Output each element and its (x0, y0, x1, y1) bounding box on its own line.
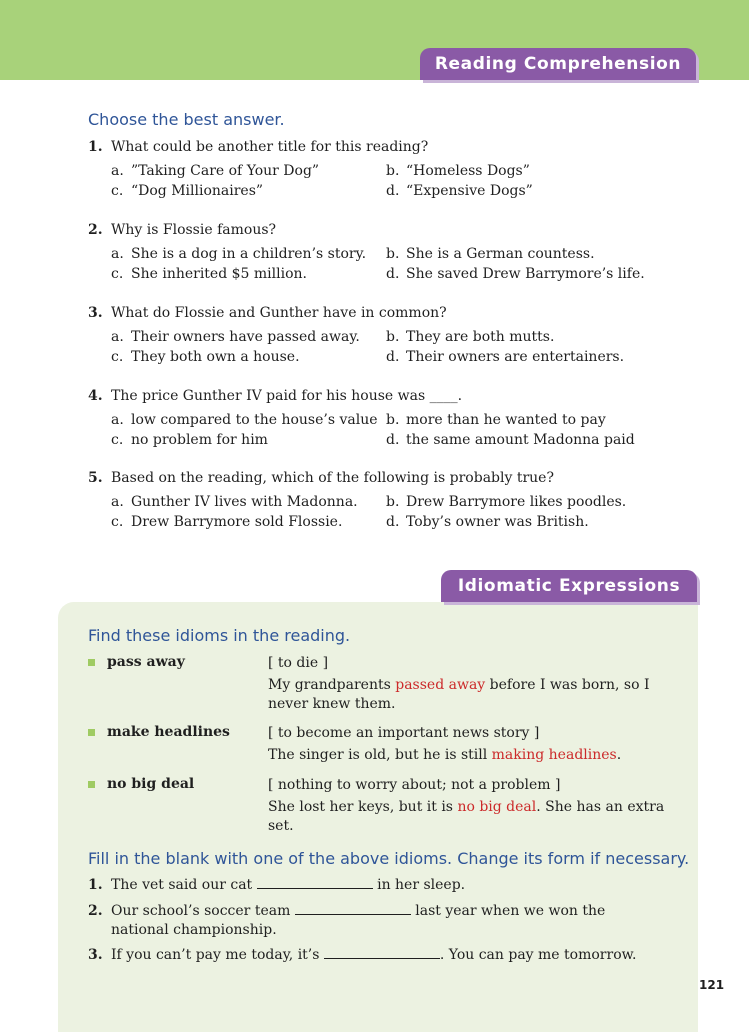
option-letter: b. (386, 494, 400, 510)
instruction-find-idioms: Find these idioms in the reading. (88, 626, 351, 645)
option-5c[interactable] (111, 512, 342, 532)
example-text: My grandparents (268, 677, 396, 693)
option-text: She is a German countess. (406, 246, 595, 262)
option-letter: b. (386, 412, 400, 428)
option-text: low compared to the house’s value (131, 412, 378, 428)
option-text: Drew Barrymore likes poodles. (406, 494, 627, 510)
option-letter: d. (386, 514, 400, 530)
instruction-choose-best-answer: Choose the best answer. (88, 110, 285, 129)
option-3a[interactable] (111, 327, 360, 347)
item-text: in her sleep. (372, 877, 466, 893)
option-4d[interactable] (386, 430, 635, 450)
item-number: 1. (88, 877, 103, 893)
answer-blank[interactable] (324, 946, 440, 959)
option-text: no problem for him (131, 432, 268, 448)
item-text: . You can pay me tomorrow. (439, 947, 637, 963)
example-text: . She has an extra set. (268, 799, 665, 834)
option-text: “Expensive Dogs” (406, 183, 533, 199)
option-letter: d. (386, 183, 400, 199)
option-2a[interactable] (111, 244, 366, 264)
option-letter: d. (386, 432, 400, 448)
question-number: 1. (88, 139, 103, 155)
idiom-definition: [ to die ] (268, 655, 329, 671)
item-text: last year when we won the national championship. (111, 903, 606, 938)
bullet-square-icon (88, 729, 95, 736)
question-number: 4. (88, 388, 103, 404)
option-letter: a. (111, 494, 124, 510)
option-5b[interactable] (386, 492, 626, 512)
example-text: The singer is old, but he is still (268, 747, 492, 763)
example-text: . (616, 747, 622, 763)
bullet-square-icon (88, 781, 95, 788)
option-text: ”Taking Care of Your Dog” (131, 163, 320, 179)
option-3b[interactable] (386, 327, 554, 347)
idiom-term: make headlines (107, 724, 230, 740)
section-tab-reading-comprehension: Reading Comprehension (420, 48, 696, 80)
option-text: She is a dog in a children’s story. (131, 246, 367, 262)
option-text: They both own a house. (131, 349, 300, 365)
section-tab-idiomatic-expressions: Idiomatic Expressions (441, 570, 697, 602)
question-stem: Why is Flossie famous? (111, 222, 277, 238)
item-text: If you can’t pay me today, it’s (111, 947, 324, 963)
item-number: 2. (88, 903, 103, 919)
option-2b[interactable] (386, 244, 595, 264)
option-letter: b. (386, 246, 400, 262)
option-letter: c. (111, 349, 124, 365)
option-1d[interactable] (386, 181, 533, 201)
option-5a[interactable] (111, 492, 358, 512)
option-text: She saved Drew Barrymore’s life. (406, 266, 645, 282)
option-letter: b. (386, 163, 400, 179)
option-1c[interactable] (111, 181, 263, 201)
option-3d[interactable] (386, 347, 624, 367)
option-4c[interactable] (111, 430, 268, 450)
question-number: 5. (88, 470, 103, 486)
item-text: The vet said our cat (111, 877, 257, 893)
question-stem: What could be another title for this reading? (111, 139, 429, 155)
answer-blank[interactable] (295, 902, 411, 915)
option-4a[interactable] (111, 410, 378, 430)
question-number: 3. (88, 305, 103, 321)
option-3c[interactable] (111, 347, 300, 367)
option-text: “Dog Millionaires” (131, 183, 264, 199)
answer-blank[interactable] (257, 876, 373, 889)
idiom-example (268, 798, 668, 836)
option-text: They are both mutts. (406, 329, 555, 345)
option-1b[interactable] (386, 161, 530, 181)
idiom-example (268, 676, 668, 714)
option-letter: c. (111, 514, 124, 530)
option-text: Their owners are entertainers. (406, 349, 625, 365)
option-letter: b. (386, 329, 400, 345)
option-letter: c. (111, 432, 124, 448)
option-text: She inherited $5 million. (131, 266, 307, 282)
option-1a[interactable] (111, 161, 319, 181)
idiom-highlight: passed away (395, 677, 486, 693)
option-text: Toby’s owner was British. (406, 514, 589, 530)
option-letter: c. (111, 266, 124, 282)
question-stem: The price Gunther IV paid for his house was ____. (111, 388, 463, 404)
idiom-definition: [ nothing to worry about; not a problem ] (268, 777, 561, 793)
item-number: 3. (88, 947, 103, 963)
option-5d[interactable] (386, 512, 589, 532)
page-number: 121 (699, 978, 725, 992)
option-letter: a. (111, 163, 124, 179)
option-text: the same amount Madonna paid (406, 432, 635, 448)
idiom-highlight: no big deal (457, 799, 537, 815)
question-stem: What do Flossie and Gunther have in common? (111, 305, 447, 321)
example-text: She lost her keys, but it is (268, 799, 458, 815)
option-4b[interactable] (386, 410, 606, 430)
option-text: “Homeless Dogs” (406, 163, 530, 179)
option-text: Gunther IV lives with Madonna. (131, 494, 358, 510)
option-letter: d. (386, 266, 400, 282)
example-text: before I was born, so I never knew them. (268, 677, 650, 712)
option-letter: a. (111, 329, 124, 345)
bullet-square-icon (88, 659, 95, 666)
question-stem: Based on the reading, which of the following is probably true? (111, 470, 554, 486)
idiom-highlight: making headlines (491, 747, 617, 763)
option-letter: d. (386, 349, 400, 365)
option-letter: c. (111, 183, 124, 199)
idiom-term: no big deal (107, 776, 195, 792)
option-2c[interactable] (111, 264, 307, 284)
item-text: Our school’s soccer team (111, 903, 295, 919)
option-text: Drew Barrymore sold Flossie. (131, 514, 343, 530)
option-letter: a. (111, 412, 124, 428)
idiom-term: pass away (107, 654, 185, 670)
idiom-example (268, 746, 668, 765)
option-2d[interactable] (386, 264, 645, 284)
option-text: more than he wanted to pay (406, 412, 606, 428)
option-text: Their owners have passed away. (131, 329, 360, 345)
question-number: 2. (88, 222, 103, 238)
instruction-fill-in-blank: Fill in the blank with one of the above idioms. Change its form if necessary. (88, 849, 690, 868)
idiom-definition: [ to become an important news story ] (268, 725, 540, 741)
option-letter: a. (111, 246, 124, 262)
